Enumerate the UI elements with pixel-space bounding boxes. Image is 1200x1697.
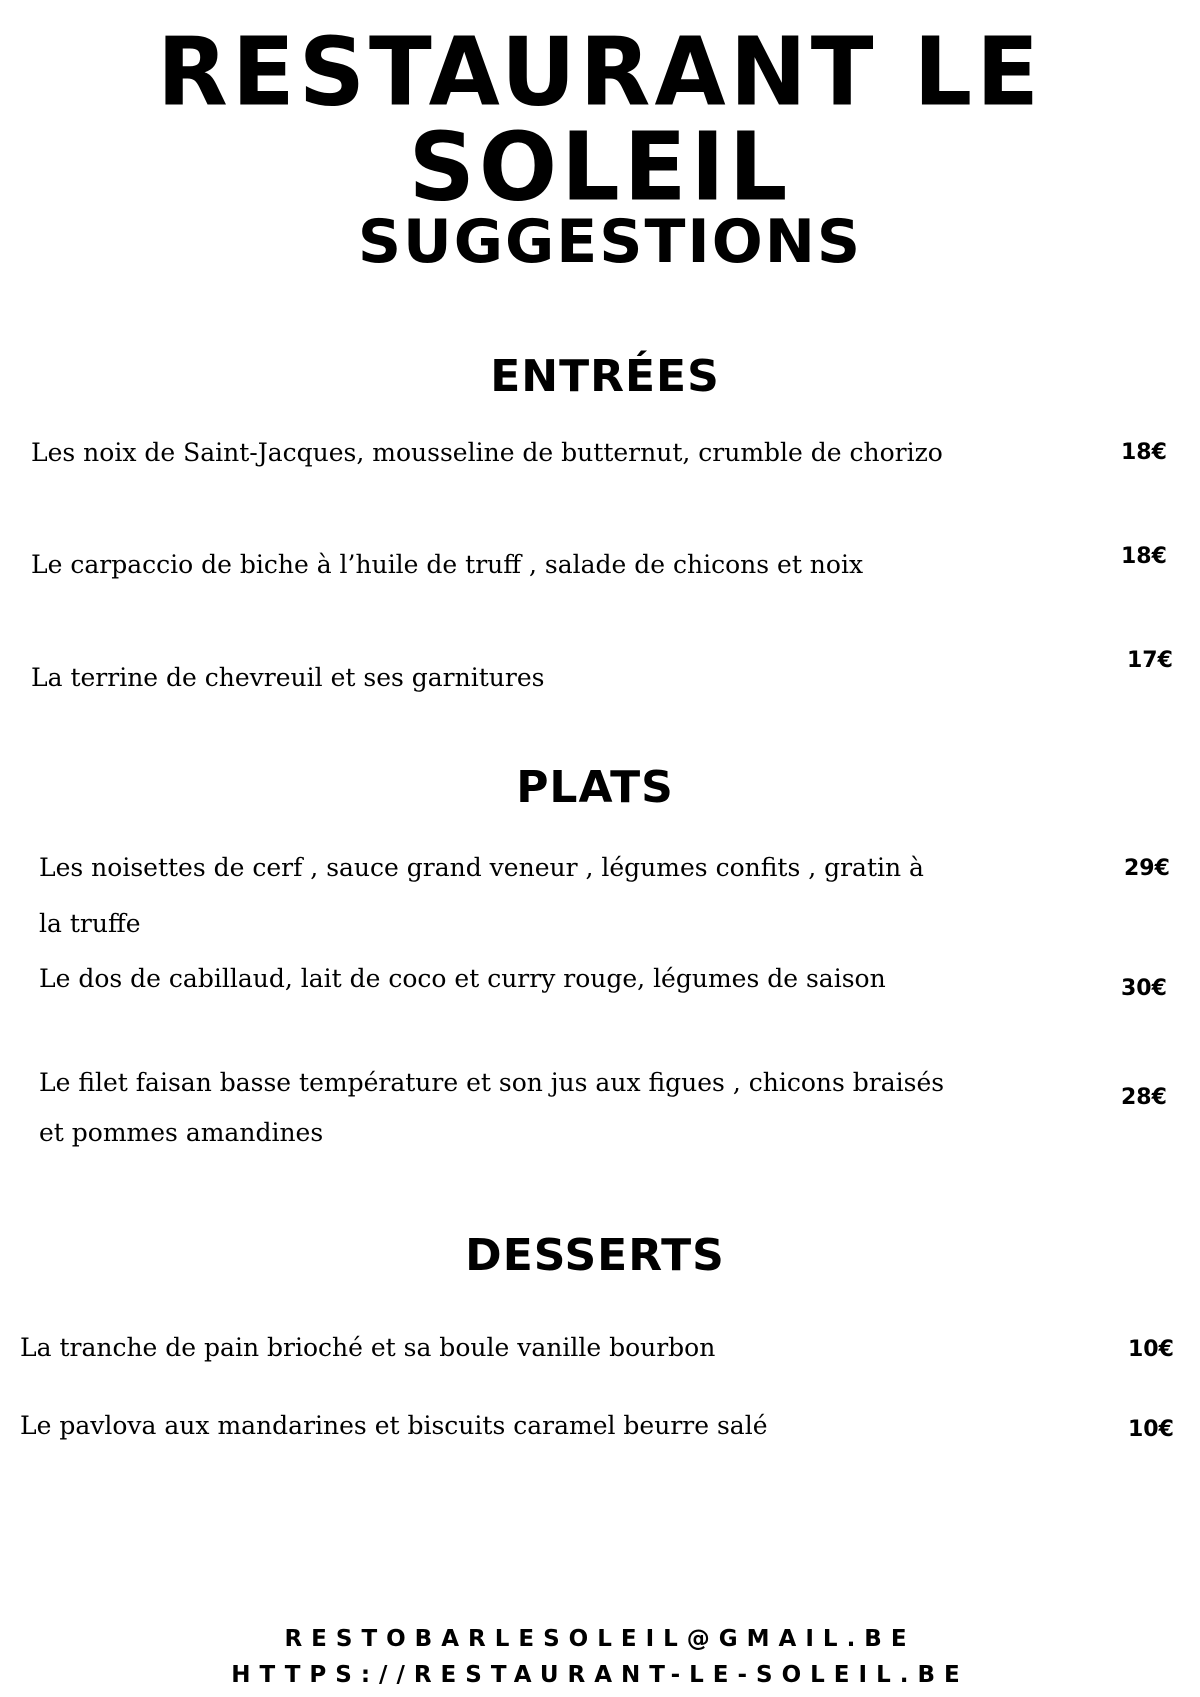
dessert-item-name: La tranche de pain brioché et sa boule vanille bourbon	[20, 1333, 716, 1362]
entree-item-name: Les noix de Saint-Jacques, mousseline de butternut, crumble de chorizo	[31, 438, 943, 467]
footer-email: RESTOBARLESOLEIL@GMAIL.BE	[284, 1626, 916, 1652]
suggestions-heading: SUGGESTIONS	[357, 207, 863, 277]
plat-item-name: Le dos de cabillaud, lait de coco et curry rouge, légumes de saison	[39, 964, 886, 993]
entrees-heading: ENTRÉES	[490, 351, 720, 402]
plat-item-price: 29€	[1124, 856, 1170, 881]
restaurant-title: RESTAURANT LE SOLEIL	[157, 17, 1043, 222]
dessert-item-name: Le pavlova aux mandarines et biscuits caramel beurre salé	[20, 1411, 768, 1440]
plat-item-name: Le filet faisan basse température et son jus aux figues , chicons braisés et pommes amandines	[39, 1068, 945, 1147]
plat-item-name: Les noisettes de cerf , sauce grand veneur , légumes confits , gratin à la truffe	[39, 853, 924, 938]
entree-item-price: 18€	[1121, 544, 1167, 569]
desserts-heading: DESSERTS	[465, 1230, 725, 1281]
footer-website: HTTPS://RESTAURANT-LE-SOLEIL.BE	[231, 1662, 969, 1688]
entree-item-price: 17€	[1127, 648, 1173, 673]
entree-item-price: 18€	[1121, 440, 1167, 465]
entree-item-name: La terrine de chevreuil et ses garnitures	[31, 663, 545, 692]
dessert-item-price: 10€	[1128, 1337, 1174, 1362]
entree-item-name: Le carpaccio de biche à l’huile de truff , salade de chicons et noix	[31, 550, 864, 579]
plat-item-price: 30€	[1121, 976, 1167, 1001]
plats-heading: PLATS	[516, 762, 674, 813]
plat-item-price: 28€	[1121, 1085, 1167, 1110]
dessert-item-price: 10€	[1128, 1417, 1174, 1442]
